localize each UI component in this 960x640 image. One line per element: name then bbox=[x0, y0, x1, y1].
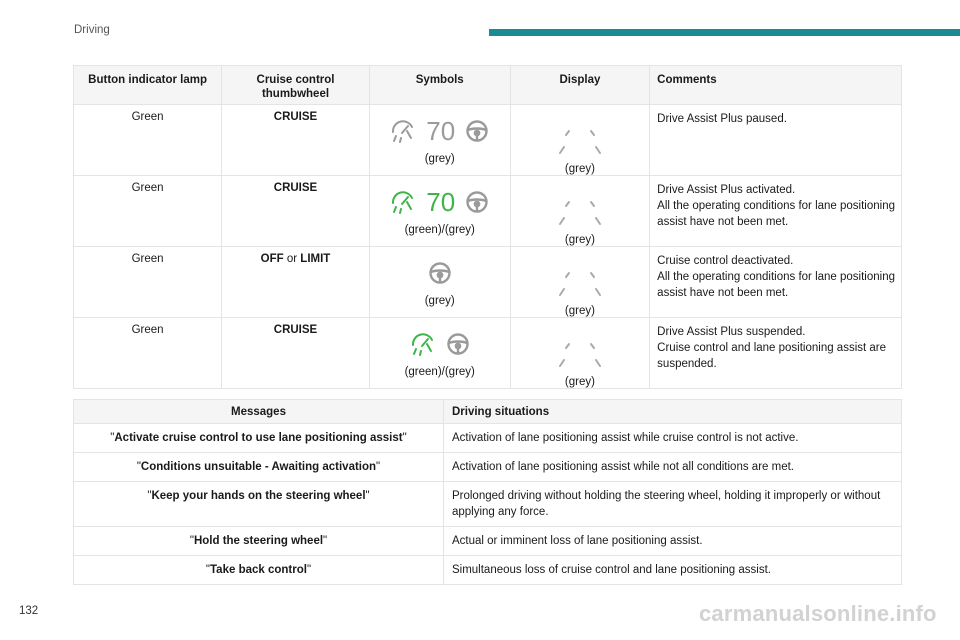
message-cell: "Keep your hands on the steering wheel" bbox=[74, 482, 444, 527]
thumbwheel-limit: LIMIT bbox=[300, 253, 331, 265]
message-text: Take back control bbox=[210, 564, 307, 576]
steering-wheel-icon bbox=[446, 332, 470, 356]
situation-cell: Simultaneous loss of cruise control and lane positioning assist. bbox=[443, 556, 901, 585]
section-accent-bar bbox=[489, 29, 960, 36]
symbol-caption: (grey) bbox=[424, 295, 455, 307]
comment-line: All the operating conditions for lane positioning assist have not been met. bbox=[657, 271, 895, 299]
table-row bbox=[74, 247, 902, 318]
display-cell bbox=[510, 176, 650, 247]
lane-lines-icon bbox=[554, 338, 606, 372]
drive-assist-icon bbox=[390, 190, 416, 214]
message-text: Activate cruise control to use lane positioning assist bbox=[114, 432, 403, 444]
symbol-caption: (green)/(grey) bbox=[404, 224, 475, 236]
section-title: Driving bbox=[74, 24, 110, 36]
indicator-table bbox=[73, 65, 902, 389]
steering-wheel-icon bbox=[465, 190, 489, 214]
table-row bbox=[74, 105, 902, 176]
table-row bbox=[74, 482, 902, 527]
situation-cell: Prolonged driving without holding the steering wheel, holding it improperly or without applying any force. bbox=[443, 482, 901, 527]
message-cell: "Activate cruise control to use lane positioning assist" bbox=[74, 424, 444, 453]
situation-cell: Activation of lane positioning assist while not all conditions are met. bbox=[443, 453, 901, 482]
thumbwheel-cell bbox=[222, 247, 370, 318]
header-comments: Comments bbox=[650, 66, 902, 105]
drive-assist-icon bbox=[410, 332, 436, 356]
header-messages: Messages bbox=[74, 400, 444, 424]
thumbwheel-cell: CRUISE bbox=[222, 105, 370, 176]
symbol-caption: (green)/(grey) bbox=[404, 366, 475, 378]
lamp-cell: Green bbox=[74, 247, 222, 318]
display-cell bbox=[510, 105, 650, 176]
message-text: Keep your hands on the steering wheel bbox=[151, 490, 366, 502]
comment-line: Drive Assist Plus activated. bbox=[657, 184, 796, 196]
display-caption: (grey) bbox=[564, 163, 595, 175]
lamp-cell: Green bbox=[74, 176, 222, 247]
lamp-cell: Green bbox=[74, 105, 222, 176]
table-header-row bbox=[74, 66, 902, 105]
table-header-row bbox=[74, 400, 902, 424]
header-lamp: Button indicator lamp bbox=[74, 66, 222, 105]
situation-cell: Activation of lane positioning assist while cruise control is not active. bbox=[443, 424, 901, 453]
lane-lines-icon bbox=[554, 267, 606, 301]
header-thumbwheel-label: Cruise control thumbwheel bbox=[256, 74, 335, 100]
table-row bbox=[74, 424, 902, 453]
speed-setting: 70 bbox=[426, 116, 456, 146]
situation-cell: Actual or imminent loss of lane positioning assist. bbox=[443, 527, 901, 556]
display-caption: (grey) bbox=[564, 305, 595, 317]
steering-wheel-icon bbox=[428, 261, 452, 285]
display-caption: (grey) bbox=[564, 376, 595, 388]
message-cell: "Conditions unsuitable - Awaiting activation" bbox=[74, 453, 444, 482]
thumbwheel-or: or bbox=[286, 253, 298, 265]
table-row bbox=[74, 176, 902, 247]
symbols-cell bbox=[369, 105, 510, 176]
symbols-cell bbox=[369, 247, 510, 318]
display-cell bbox=[510, 318, 650, 389]
watermark-logo: carmanualsonline.info bbox=[699, 601, 937, 626]
comments-cell bbox=[650, 105, 902, 176]
comments-cell bbox=[650, 247, 902, 318]
table-row bbox=[74, 556, 902, 585]
comments-cell bbox=[650, 318, 902, 389]
thumbwheel-cell: CRUISE bbox=[222, 176, 370, 247]
comment-line: Cruise control and lane positioning assist are suspended. bbox=[657, 342, 887, 370]
symbol-caption: (grey) bbox=[424, 153, 455, 165]
message-cell: "Take back control" bbox=[74, 556, 444, 585]
page-number: 132 bbox=[19, 605, 39, 617]
comment-line: Drive Assist Plus paused. bbox=[657, 113, 787, 125]
table-row bbox=[74, 318, 902, 389]
table-row bbox=[74, 453, 902, 482]
message-text: Hold the steering wheel bbox=[193, 535, 324, 547]
header-situations: Driving situations bbox=[443, 400, 901, 424]
lane-lines-icon bbox=[554, 125, 606, 159]
header-symbols: Symbols bbox=[369, 66, 510, 105]
thumbwheel-cell: CRUISE bbox=[222, 318, 370, 389]
comment-line: All the operating conditions for lane positioning assist have not been met. bbox=[657, 200, 895, 228]
message-text: Conditions unsuitable - Awaiting activation bbox=[140, 461, 377, 473]
lamp-cell: Green bbox=[74, 318, 222, 389]
thumbwheel-off: OFF bbox=[260, 253, 284, 265]
speed-setting: 70 bbox=[426, 187, 456, 217]
comment-line: Cruise control deactivated. bbox=[657, 255, 794, 267]
table-row bbox=[74, 527, 902, 556]
messages-table bbox=[73, 399, 902, 585]
display-cell bbox=[510, 247, 650, 318]
symbols-cell bbox=[369, 318, 510, 389]
header-thumbwheel bbox=[222, 66, 370, 105]
drive-assist-icon bbox=[390, 119, 416, 143]
display-caption: (grey) bbox=[564, 234, 595, 246]
comments-cell bbox=[650, 176, 902, 247]
steering-wheel-icon bbox=[465, 119, 489, 143]
lane-lines-icon bbox=[554, 196, 606, 230]
comment-line: Drive Assist Plus suspended. bbox=[657, 326, 806, 338]
header-display: Display bbox=[510, 66, 650, 105]
message-cell: "Hold the steering wheel" bbox=[74, 527, 444, 556]
symbols-cell bbox=[369, 176, 510, 247]
